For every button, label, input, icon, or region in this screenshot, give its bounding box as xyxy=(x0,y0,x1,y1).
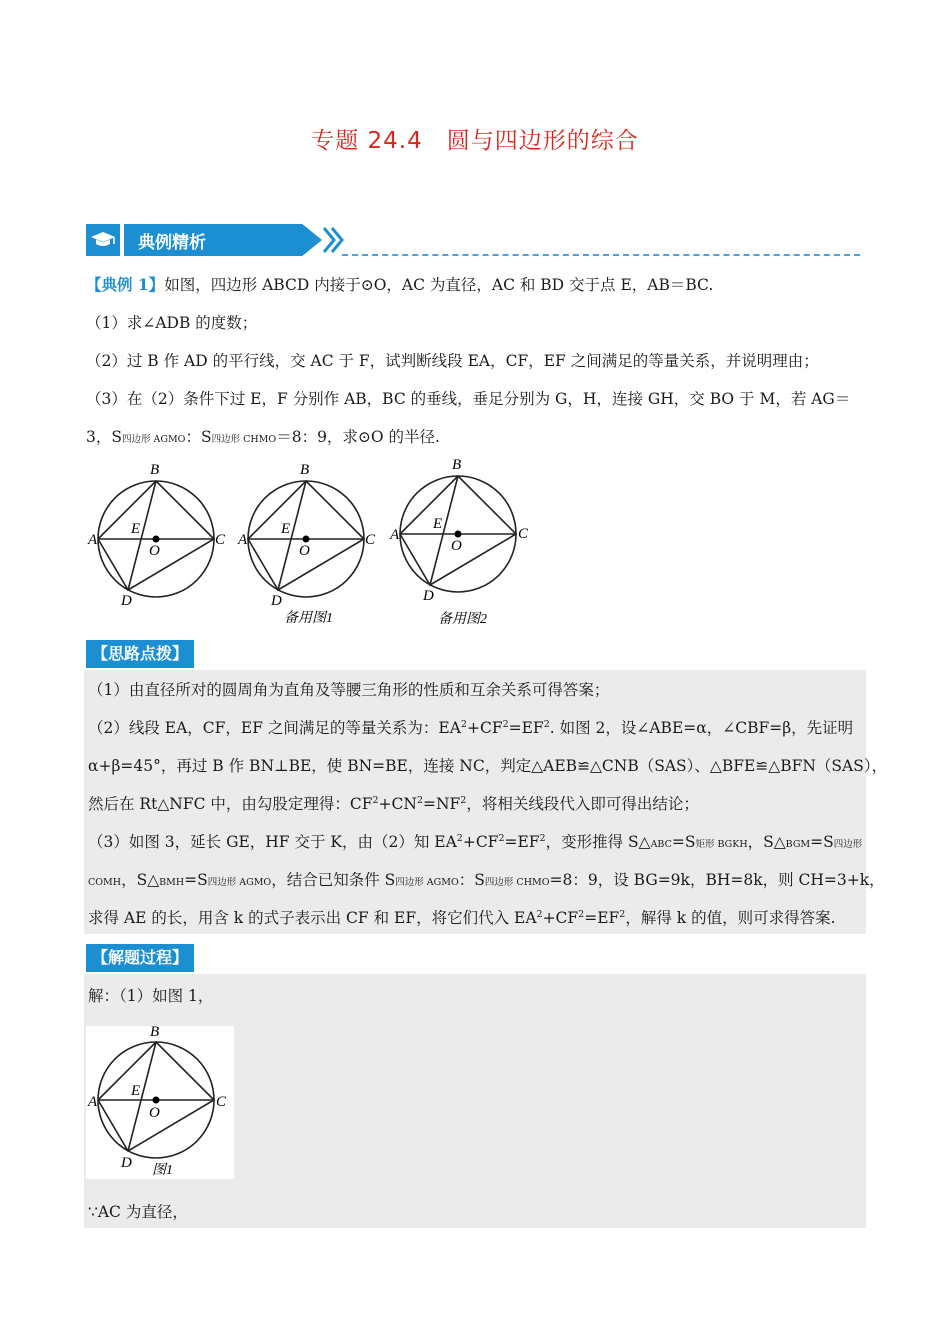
figure-caption: 图1 xyxy=(152,1163,173,1178)
point-label: C xyxy=(365,532,376,548)
question-1: （1）求∠ADB 的度数； xyxy=(86,314,258,332)
question-2: （2）过 B 作 AD 的平行线，交 AC 于 F，试判断线段 EA，CF，EF 之间满足的等量关系，并说明理由； xyxy=(86,352,819,370)
hint-line: （3）如图 3，延长 GE，HF 交于 K，由（2）知 $EA^2+CF^2=EF^2$，变形推得 S△ABC=S矩形 BGKH，S△BGM=S四边形 xyxy=(88,832,863,851)
point-label: O xyxy=(451,538,462,554)
point-label: C xyxy=(518,526,529,542)
point-label: D xyxy=(423,588,434,604)
example-tag: 【典例 1】 xyxy=(86,275,165,294)
figure-caption: 备用图2 xyxy=(438,612,487,627)
hint-line: α+β=45°，再过 B 作 BN⊥BE，使 BN=BE，连接 NC，判定△AEB≌△CNB（SAS）、△BFE≌△BFN（SAS）， xyxy=(88,757,888,775)
point-label: B xyxy=(300,462,310,478)
page-title: 专题 24.4 圆与四边形的综合 xyxy=(311,128,639,154)
point-label: A xyxy=(88,1094,98,1110)
point-label: O xyxy=(149,543,160,559)
point-label: B xyxy=(452,457,462,473)
point-label: C xyxy=(216,1094,227,1110)
point-label: C xyxy=(215,532,226,548)
point-label: E xyxy=(131,1083,141,1099)
solution-tag: 【解题过程】 xyxy=(86,944,194,972)
double-chevron-icon xyxy=(320,226,346,254)
question-3-line-1: （3）在（2）条件下过 E，F 分别作 AB，BC 的垂线，垂足分别为 G，H，连接 GH，交 BO 于 M，若 AG＝ xyxy=(86,390,851,408)
point-label: A xyxy=(390,527,400,543)
section-divider xyxy=(342,254,860,256)
section-label: 典例精析 xyxy=(138,233,206,253)
hint-line: （1）由直径所对的圆周角为直角及等腰三角形的性质和互余关系可得答案； xyxy=(88,681,610,699)
example-intro: 【典例 1】如图，四边形 ABCD 内接于⊙O，AC 为直径，AC 和 BD 交于点 E，AB＝BC. xyxy=(86,275,714,294)
point-label: D xyxy=(121,1155,132,1171)
point-label: A xyxy=(238,532,248,548)
section-header xyxy=(86,224,862,256)
point-label: D xyxy=(121,593,132,609)
hint-line: 然后在 Rt△NFC 中，由勾股定理得：$CF^2+CN^2=NF^2$，将相关线段代入即可得出结论； xyxy=(88,794,699,813)
figure-spare-1 xyxy=(248,481,364,597)
figure-main xyxy=(98,481,214,597)
example-figures xyxy=(86,456,529,632)
point-label: O xyxy=(299,543,310,559)
hint-box xyxy=(84,670,888,934)
point-label: O xyxy=(149,1105,160,1121)
graduation-cap-icon xyxy=(86,224,120,256)
solution-line: ∵AC 为直径， xyxy=(88,1203,188,1221)
hint-tag: 【思路点拨】 xyxy=(86,640,194,668)
point-label: A xyxy=(88,532,98,548)
point-label: E xyxy=(281,521,291,537)
hint-line: 求得 AE 的长，用含 k 的式子表示出 CF 和 EF，将它们代入 $EA^2+CF^2=EF^2$，解得 k 的值，则可求得答案. xyxy=(88,908,836,927)
hint-line: （2）线段 EA，CF，EF 之间满足的等量关系为：$EA^2+CF^2=EF^2$. 如图 2，设∠ABE=α，∠CBF=β，先证明 xyxy=(88,718,854,737)
figure-caption: 备用图1 xyxy=(284,611,333,626)
solution-box xyxy=(84,974,866,1228)
question-3-line-2: 3，S四边形 AGMO：S四边形 CHMO＝8：9，求⊙O 的半径. xyxy=(86,428,440,446)
solution-line: 解：（1）如图 1， xyxy=(88,987,214,1005)
point-label: B xyxy=(150,462,160,478)
point-label: E xyxy=(433,516,443,532)
point-label: E xyxy=(131,521,141,537)
figure-1-panel xyxy=(86,1026,234,1179)
figure-spare-2 xyxy=(400,476,516,592)
figure-1 xyxy=(86,1026,234,1179)
point-label: B xyxy=(150,1024,160,1040)
point-label: D xyxy=(271,593,282,609)
hint-line: COMH，S△BMH=S四边形 AGMO，结合已知条件 S四边形 AGMO：S四边形 CHMO=8：9，设 BG=9k，BH=8k，则 CH=3+k， xyxy=(88,871,885,889)
